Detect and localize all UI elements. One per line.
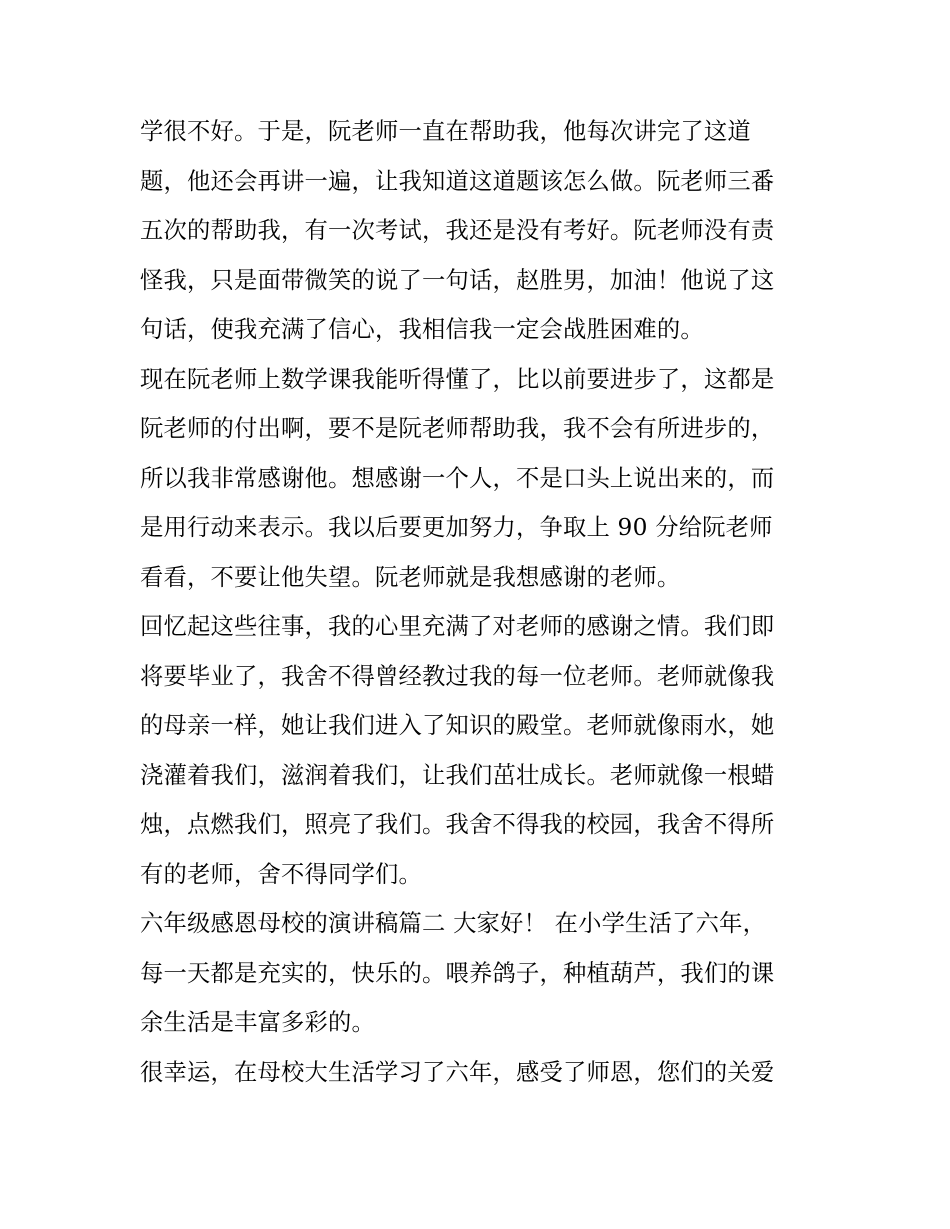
text-line: 烛，点燃我们，照亮了我们。我舍不得我的校园，我舍不得所 bbox=[140, 811, 775, 838]
text-line: 看看，不要让他失望。阮老师就是我想感谢的老师。 bbox=[140, 563, 681, 591]
text-line: 所以我非常感谢他。想感谢一个人，不是口头上说出来的，而 bbox=[140, 464, 775, 492]
text-line: 六年级感恩母校的演讲稿篇二 大家好！ 在小学生活了六年， bbox=[140, 910, 767, 937]
text-line: 怪我，只是面带微笑的说了一句话，赵胜男，加油！他说了这 bbox=[140, 266, 775, 294]
text-line: 回忆起这些往事，我的心里充满了对老师的感谢之情。我们即 bbox=[140, 613, 775, 640]
text-line: 每一天都是充实的，快乐的。喂养鸽子，种植葫芦，我们的课 bbox=[140, 959, 775, 987]
text-line: 将要毕业了，我舍不得曾经教过我的每一位老师。老师就像我 bbox=[140, 662, 775, 690]
text-line: 有的老师，舍不得同学们。 bbox=[140, 860, 422, 888]
text-line: 五次的帮助我，有一次考试，我还是没有考好。阮老师没有责 bbox=[140, 217, 775, 244]
text-line: 浇灌着我们，滋润着我们，让我们茁壮成长。老师就像一根蜡 bbox=[140, 761, 775, 789]
text-line: 是用行动来表示。我以后要更加努力，争取上 90 分给阮老师 bbox=[140, 514, 773, 541]
text-line: 很幸运，在母校大生活学习了六年，感受了师恩，您们的关爱 bbox=[140, 1058, 775, 1086]
text-line: 的母亲一样，她让我们进入了知识的殿堂。老师就像雨水，她 bbox=[140, 712, 775, 739]
text-line: 余生活是丰富多彩的。 bbox=[140, 1009, 375, 1036]
text-line: 题，他还会再讲一遍，让我知道这道题该怎么做。阮老师三番 bbox=[140, 167, 775, 195]
text-line: 阮老师的付出啊，要不是阮老师帮助我，我不会有所进步的， bbox=[140, 415, 775, 442]
text-line: 现在阮老师上数学课我能听得懂了，比以前要进步了，这都是 bbox=[140, 365, 775, 393]
text-line: 句话，使我充满了信心，我相信我一定会战胜困难的。 bbox=[140, 316, 704, 343]
body-text bbox=[140, 107, 816, 1097]
text-line: 学很不好。于是，阮老师一直在帮助我，他每次讲完了这道 bbox=[140, 118, 751, 145]
